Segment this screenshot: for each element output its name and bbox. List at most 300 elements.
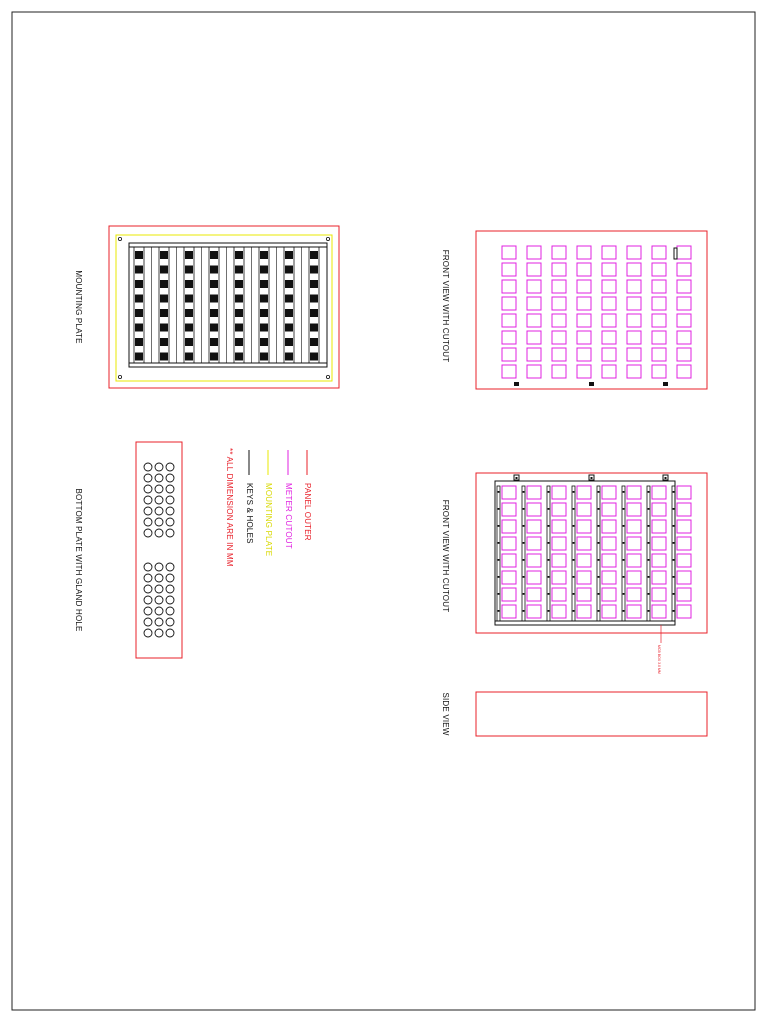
- meter-cutout: [502, 314, 516, 327]
- mounting-block: [185, 309, 193, 317]
- gland-hole: [166, 563, 174, 571]
- gland-hole: [155, 529, 163, 537]
- meter-cutout: [652, 554, 666, 567]
- mounting-block: [210, 280, 218, 288]
- meter-cutout: [527, 486, 541, 499]
- front-view-top-label: FRONT VIEW WITH CUTOUT: [441, 249, 450, 363]
- gland-hole: [166, 474, 174, 482]
- meter-cutout: [677, 297, 691, 310]
- mcb-rivet: [623, 610, 625, 612]
- mcb-rivet: [498, 508, 500, 510]
- meter-cutout: [652, 314, 666, 327]
- mcb-rivet: [648, 491, 650, 493]
- bottom-plate-view: [136, 442, 182, 658]
- meter-cutout: [677, 365, 691, 378]
- meter-cutout: [502, 263, 516, 276]
- gland-hole: [144, 496, 152, 504]
- mcb-rivet: [573, 576, 575, 578]
- mcb-rivet: [498, 525, 500, 527]
- meter-cutout: [627, 280, 641, 293]
- lock: [589, 475, 594, 480]
- meter-cutout: [677, 280, 691, 293]
- mounting-block: [160, 338, 168, 346]
- mounting-block: [285, 309, 293, 317]
- sheet-border: [12, 12, 755, 1010]
- mcb-rivet: [498, 491, 500, 493]
- meter-cutout: [552, 503, 566, 516]
- mcb-rivet: [648, 576, 650, 578]
- mounting-block: [310, 280, 318, 288]
- meter-cutout: [552, 571, 566, 584]
- meter-cutout: [552, 314, 566, 327]
- meter-cutout: [577, 331, 591, 344]
- gland-hole: [144, 474, 152, 482]
- side-view-label: SIDE VIEW: [441, 692, 450, 736]
- meter-cutout: [602, 348, 616, 361]
- meter-cutout: [652, 297, 666, 310]
- key-mark: [674, 248, 677, 259]
- mcb-rivet: [573, 525, 575, 527]
- mounting-block: [160, 266, 168, 274]
- meter-cutout: [502, 537, 516, 550]
- mcb-rivet: [548, 525, 550, 527]
- gland-hole: [166, 518, 174, 526]
- mcb-rivet: [523, 542, 525, 544]
- gland-hole: [155, 596, 163, 604]
- mounting-block: [160, 324, 168, 332]
- meter-cutout: [577, 263, 591, 276]
- mounting-block: [235, 324, 243, 332]
- mounting-block: [210, 266, 218, 274]
- front-view-bottom: [476, 473, 707, 674]
- meter-cutout: [627, 365, 641, 378]
- meter-cutout: [627, 297, 641, 310]
- gland-hole: [155, 574, 163, 582]
- meter-cutout: [602, 605, 616, 618]
- gland-hole: [144, 463, 152, 471]
- mcb-rivet: [673, 559, 675, 561]
- meter-cutout: [577, 314, 591, 327]
- mounting-block: [260, 266, 268, 274]
- mcb-divider: [622, 486, 625, 621]
- meter-cutout: [577, 588, 591, 601]
- mounting-block: [235, 251, 243, 259]
- mounting-block: [235, 309, 243, 317]
- mcb-rivet: [673, 542, 675, 544]
- mounting-block: [210, 251, 218, 259]
- mounting-plate-outer: [109, 226, 339, 388]
- gland-hole: [166, 529, 174, 537]
- mcb-rivet: [598, 525, 600, 527]
- meter-cutout: [627, 554, 641, 567]
- meter-cutout: [602, 297, 616, 310]
- mcb-rivet: [648, 593, 650, 595]
- mcb-rivet: [648, 508, 650, 510]
- mounting-block: [160, 353, 168, 361]
- mcb-rivet: [498, 542, 500, 544]
- meter-cutout: [527, 348, 541, 361]
- meter-cutout: [627, 571, 641, 584]
- mcb-rivet: [523, 576, 525, 578]
- meter-cutout: [502, 588, 516, 601]
- gland-hole: [155, 607, 163, 615]
- meter-cutout: [527, 297, 541, 310]
- meter-cutout: [502, 520, 516, 533]
- mcb-rivet: [598, 491, 600, 493]
- meter-cutout: [677, 331, 691, 344]
- gland-holes: [144, 463, 174, 637]
- mcb-rivet: [648, 542, 650, 544]
- meter-cutout: [652, 365, 666, 378]
- gland-hole: [144, 518, 152, 526]
- gland-hole: [166, 574, 174, 582]
- meter-cutout: [527, 537, 541, 550]
- side-view-outer: [476, 692, 707, 736]
- meter-cutout: [602, 537, 616, 550]
- legend-label-panel-outer: PANEL OUTER: [303, 483, 312, 541]
- meter-cutout: [677, 246, 691, 259]
- meter-cutout: [602, 588, 616, 601]
- mcb-divider: [597, 486, 600, 621]
- meter-cutout: [577, 280, 591, 293]
- gland-hole: [144, 563, 152, 571]
- mounting-block: [135, 251, 143, 259]
- gland-hole: [155, 485, 163, 493]
- mounting-block: [235, 280, 243, 288]
- meter-cutout: [577, 365, 591, 378]
- mcb-rivet: [673, 525, 675, 527]
- meter-cutout: [602, 365, 616, 378]
- mounting-block: [135, 353, 143, 361]
- meter-cutout: [577, 503, 591, 516]
- mounting-block: [310, 309, 318, 317]
- mcb-rivet: [648, 559, 650, 561]
- meter-cutout: [652, 331, 666, 344]
- mounting-block: [135, 309, 143, 317]
- meter-cutout: [502, 571, 516, 584]
- meter-cutout: [627, 503, 641, 516]
- mounting-block: [185, 353, 193, 361]
- gland-hole: [155, 496, 163, 504]
- meter-cutout: [677, 520, 691, 533]
- mounting-block: [210, 309, 218, 317]
- gland-hole: [166, 507, 174, 515]
- meter-cutout: [677, 571, 691, 584]
- legend: [225, 448, 312, 567]
- meter-cutout: [677, 486, 691, 499]
- mounting-block: [235, 295, 243, 303]
- mcb-rivet: [648, 525, 650, 527]
- mounting-hole: [326, 375, 329, 378]
- meter-cutout: [602, 503, 616, 516]
- mounting-plate-yellow: [116, 235, 332, 381]
- meter-cutout: [627, 246, 641, 259]
- meter-cutout: [677, 588, 691, 601]
- meter-cutout: [627, 263, 641, 276]
- mcb-rivet: [548, 559, 550, 561]
- mounting-block: [260, 353, 268, 361]
- mcb-rivet: [498, 610, 500, 612]
- meter-cutout: [527, 331, 541, 344]
- mcb-rivet: [673, 610, 675, 612]
- key-hole: [514, 382, 519, 386]
- meter-cutout: [577, 520, 591, 533]
- mcb-rivet: [573, 559, 575, 561]
- mcb-rivet: [548, 508, 550, 510]
- mounting-block: [135, 324, 143, 332]
- mcb-divider: [647, 486, 650, 621]
- meter-cutout: [552, 280, 566, 293]
- front-view-top-cutouts: [502, 246, 691, 378]
- gland-hole: [144, 607, 152, 615]
- gland-hole: [155, 474, 163, 482]
- meter-cutout: [552, 331, 566, 344]
- mounting-block: [310, 324, 318, 332]
- mounting-block: [260, 251, 268, 259]
- gland-hole: [155, 585, 163, 593]
- mcb-rivet: [498, 576, 500, 578]
- mcb-rivet: [498, 593, 500, 595]
- meter-cutout: [677, 348, 691, 361]
- mcb-divider: [547, 486, 550, 621]
- meter-cutout: [502, 605, 516, 618]
- gland-hole: [155, 507, 163, 515]
- gland-hole: [144, 596, 152, 604]
- meter-cutout: [527, 246, 541, 259]
- meter-cutout: [552, 365, 566, 378]
- meter-cutout: [602, 314, 616, 327]
- meter-cutout: [577, 297, 591, 310]
- gland-hole: [144, 507, 152, 515]
- gland-hole: [166, 607, 174, 615]
- gland-hole: [144, 485, 152, 493]
- meter-cutout: [552, 554, 566, 567]
- meter-cutout: [652, 571, 666, 584]
- gland-hole: [166, 618, 174, 626]
- mounting-block: [285, 280, 293, 288]
- mounting-block: [310, 353, 318, 361]
- mounting-block: [310, 295, 318, 303]
- mcb-rivet: [573, 610, 575, 612]
- mcb-rivet: [523, 593, 525, 595]
- meter-cutout: [502, 365, 516, 378]
- mcb-divider: [497, 486, 500, 621]
- meter-cutout: [677, 537, 691, 550]
- meter-cutout: [652, 348, 666, 361]
- mcb-rivet: [573, 508, 575, 510]
- mounting-block: [135, 338, 143, 346]
- meter-cutout: [677, 605, 691, 618]
- gland-hole: [155, 518, 163, 526]
- meter-cutout: [502, 297, 516, 310]
- meter-cutout: [677, 554, 691, 567]
- meter-cutout: [627, 331, 641, 344]
- mounting-hole: [326, 237, 329, 240]
- mcb-rivet: [573, 593, 575, 595]
- mounting-block: [210, 324, 218, 332]
- mounting-block: [135, 266, 143, 274]
- meter-cutout: [627, 520, 641, 533]
- meter-cutout: [527, 263, 541, 276]
- meter-cutout: [527, 365, 541, 378]
- mounting-block: [160, 251, 168, 259]
- meter-cutout: [602, 331, 616, 344]
- mounting-block: [260, 309, 268, 317]
- meter-cutout: [552, 486, 566, 499]
- gland-hole: [166, 629, 174, 637]
- front-view-top: [476, 231, 707, 389]
- meter-cutout: [577, 486, 591, 499]
- meter-cutout: [652, 503, 666, 516]
- mcb-callout: MCB BOX 3.0 MM: [657, 645, 661, 674]
- mounting-block: [185, 280, 193, 288]
- mounting-hole: [118, 375, 121, 378]
- mounting-block: [185, 324, 193, 332]
- gland-hole: [144, 529, 152, 537]
- mounting-block: [285, 324, 293, 332]
- meter-cutout: [602, 554, 616, 567]
- gland-hole: [155, 563, 163, 571]
- mcb-rivet: [598, 610, 600, 612]
- mcb-divider: [522, 486, 525, 621]
- mcb-rivet: [598, 508, 600, 510]
- key-hole: [589, 382, 594, 386]
- mcb-rivet: [548, 610, 550, 612]
- meter-cutout: [502, 554, 516, 567]
- mounting-block: [235, 353, 243, 361]
- mounting-block: [285, 266, 293, 274]
- mcb-rivet: [623, 576, 625, 578]
- mcb-rivet: [548, 542, 550, 544]
- meter-cutout: [527, 571, 541, 584]
- meter-cutout: [652, 263, 666, 276]
- gland-hole: [155, 463, 163, 471]
- meter-cutout: [577, 605, 591, 618]
- mounting-block: [285, 338, 293, 346]
- mounting-block: [135, 280, 143, 288]
- gland-hole: [166, 585, 174, 593]
- meter-cutout: [602, 280, 616, 293]
- meter-cutout: [602, 571, 616, 584]
- meter-cutout: [552, 520, 566, 533]
- mcb-rivet: [623, 542, 625, 544]
- gland-hole: [166, 485, 174, 493]
- mounting-block: [135, 295, 143, 303]
- mcb-rivet: [598, 576, 600, 578]
- mounting-block: [260, 324, 268, 332]
- meter-cutout: [652, 246, 666, 259]
- mounting-block: [260, 295, 268, 303]
- mcb-rivet: [648, 610, 650, 612]
- mcb-rivet: [673, 491, 675, 493]
- meter-cutout: [552, 246, 566, 259]
- meter-cutout: [527, 520, 541, 533]
- mcb-rivet: [548, 576, 550, 578]
- legend-label-meter-cutout: METER CUTOUT: [284, 483, 293, 549]
- mounting-block: [310, 251, 318, 259]
- meter-cutout: [627, 486, 641, 499]
- meter-cutout: [552, 263, 566, 276]
- meter-cutout: [652, 486, 666, 499]
- mounting-block: [210, 353, 218, 361]
- mounting-plate-channels: [134, 247, 319, 363]
- lock: [663, 475, 668, 480]
- legend-dimension-note: ** ALL DIMENSION ARE IN MM: [225, 448, 234, 567]
- meter-cutout: [677, 503, 691, 516]
- meter-cutout: [552, 605, 566, 618]
- mcb-rivet: [673, 508, 675, 510]
- gland-hole: [144, 574, 152, 582]
- meter-cutout: [527, 605, 541, 618]
- meter-cutout: [627, 348, 641, 361]
- mounting-block: [185, 266, 193, 274]
- meter-cutout: [552, 348, 566, 361]
- meter-cutout: [677, 314, 691, 327]
- mcb-divider: [572, 486, 575, 621]
- meter-cutout: [502, 486, 516, 499]
- gland-hole: [166, 596, 174, 604]
- mcb-rivet: [623, 508, 625, 510]
- mounting-block: [260, 338, 268, 346]
- mcb-rivet: [673, 576, 675, 578]
- meter-cutout: [577, 246, 591, 259]
- bottom-plate-label: BOTTOM PLATE WITH GLAND HOLE: [74, 488, 83, 632]
- meter-cutout: [527, 503, 541, 516]
- mounting-block: [210, 295, 218, 303]
- meter-cutout: [552, 588, 566, 601]
- mounting-block: [235, 266, 243, 274]
- meter-cutout: [627, 314, 641, 327]
- mcb-rivet: [598, 542, 600, 544]
- meter-cutout: [602, 246, 616, 259]
- mcb-rivet: [523, 508, 525, 510]
- mcb-rivet: [598, 559, 600, 561]
- meter-cutout: [527, 554, 541, 567]
- meter-cutout: [552, 297, 566, 310]
- meter-cutout: [527, 314, 541, 327]
- mounting-block: [285, 251, 293, 259]
- meter-cutout: [652, 588, 666, 601]
- meter-cutout: [602, 520, 616, 533]
- gland-hole: [155, 618, 163, 626]
- meter-cutout: [502, 348, 516, 361]
- meter-cutout: [502, 280, 516, 293]
- mounting-block: [310, 338, 318, 346]
- mounting-block: [185, 338, 193, 346]
- meter-cutout: [602, 486, 616, 499]
- meter-cutout: [627, 537, 641, 550]
- legend-label-mounting-plate: MOUNTING PLATE: [264, 483, 273, 557]
- mounting-plate-view: [109, 226, 339, 388]
- mounting-block: [185, 251, 193, 259]
- mcb-rivet: [548, 593, 550, 595]
- meter-cutout: [502, 331, 516, 344]
- mounting-hole: [118, 237, 121, 240]
- mcb-rivet: [523, 610, 525, 612]
- mounting-block: [160, 280, 168, 288]
- key-hole: [663, 382, 668, 386]
- mcb-rivet: [548, 491, 550, 493]
- meter-cutout: [502, 246, 516, 259]
- mcb-rivet: [673, 593, 675, 595]
- mcb-rivet: [598, 593, 600, 595]
- meter-cutout: [502, 503, 516, 516]
- gland-hole: [144, 629, 152, 637]
- gland-hole: [166, 463, 174, 471]
- mcb-rivet: [623, 559, 625, 561]
- mounting-block: [310, 266, 318, 274]
- gland-hole: [166, 496, 174, 504]
